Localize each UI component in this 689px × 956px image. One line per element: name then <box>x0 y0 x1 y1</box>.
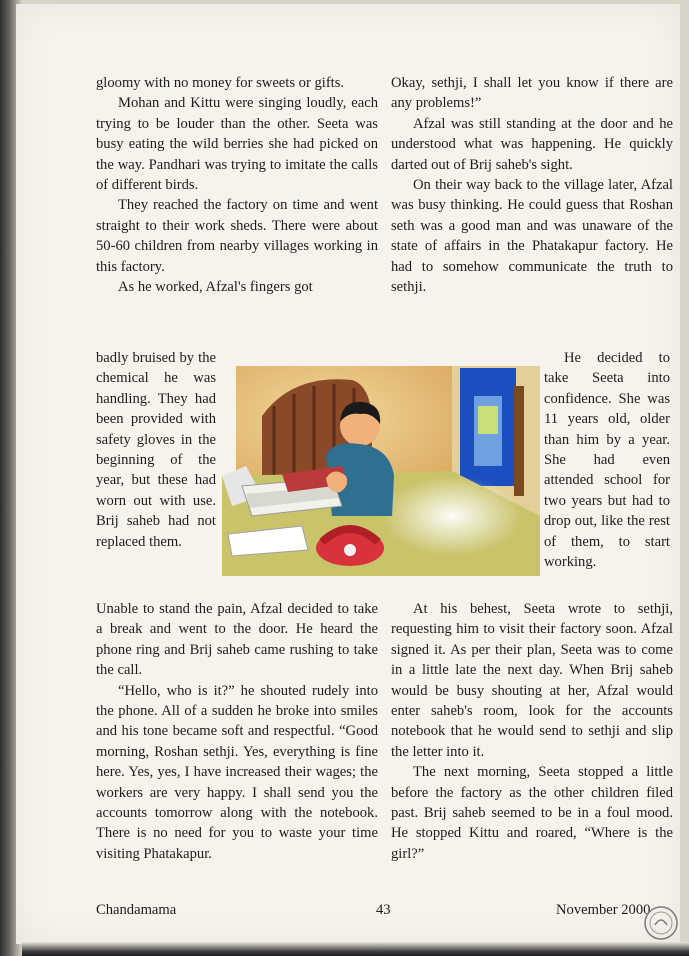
left-wrap-text <box>96 348 216 552</box>
left-column-top <box>96 73 378 297</box>
paragraph: “Hello, who is it?” he shouted rudely into the phone. All of a sudden he broke into smiles and his tone became soft and respectful. “Good morning, Roshan sethji. Yes, everything is fine here. Yes, yes, I have increased their wages; the workers are very happy. I shall send you the accounts tomorrow along with the notebook. There is no need for you to waste your time visiting Phatakapur. <box>96 682 378 862</box>
paragraph: They reached the factory on time and went straight to their work sheds. There were about 50-60 children from nearby villages working in this factory. <box>96 197 378 275</box>
paragraph: At his behest, Seeta wrote to sethji, requesting him to visit their factory soon. Afzal signed it. As per their plan, Seeta was to come in a little late the next day. When Brij saheb would be busy shouting at her, Afzal would enter saheb's room, look for the accounts notebook that he would send to sethji and slip the letter into it. <box>391 601 673 760</box>
left-column-bottom <box>96 599 378 864</box>
paragraph: Okay, sethji, I shall let you know if there are any problems!” <box>391 75 673 112</box>
paragraph: As he worked, Afzal's fingers got <box>118 279 313 296</box>
paragraph: Unable to stand the pain, Afzal decided to take a break and went to the door. He heard the phone ring and Brij saheb came rushing to take the call. <box>96 601 378 679</box>
paragraph: Afzal was still standing at the door and he understood what was happening. He quickly darted out of Brij saheb's sight. <box>391 115 673 173</box>
boy-at-desk-illustration <box>222 366 540 576</box>
publisher-seal-icon <box>643 905 679 941</box>
paragraph: badly bruised by the chemical he was handling. They had been provided with safety gloves in the beginning of the year, but these had worn out with use. Brij saheb had not replaced them. <box>96 350 216 550</box>
paragraph: The next morning, Seeta stopped a little before the factory as the other children filed past. Brij saheb seemed to be in a foul mood. He stopped Kittu and roared, “Where is the girl?” <box>391 764 673 862</box>
issue-date: November 2000 <box>556 902 651 918</box>
paragraph: On their way back to the village later, Afzal was busy thinking. He could guess that Roshan seth was a good man and was unaware of the state of affairs in the Phatakapur factory. He had to somehow communicate the truth to sethji. <box>391 177 673 296</box>
right-column-top <box>391 73 673 297</box>
open-door-panel <box>514 386 524 496</box>
magazine-name: Chandamama <box>96 902 177 918</box>
page-number: 43 <box>376 902 391 918</box>
paragraph: He decided to take Seeta into confidence. She was 11 years old, older than him by a year. She had even attended school for two years but had to drop out, like the rest of them, to start working. <box>544 350 670 571</box>
paragraph: Mohan and Kittu were singing loudly, each trying to be louder than the other. Seeta was busy eating the wild berries she had picked on the way. Pandhari was trying to imitate the calls of different birds. <box>96 95 378 194</box>
paragraph: gloomy with no money for sweets or gifts. <box>96 75 345 91</box>
right-wrap-text <box>544 348 670 572</box>
right-column-bottom <box>391 599 673 864</box>
page-bottom-shadow <box>22 942 689 956</box>
